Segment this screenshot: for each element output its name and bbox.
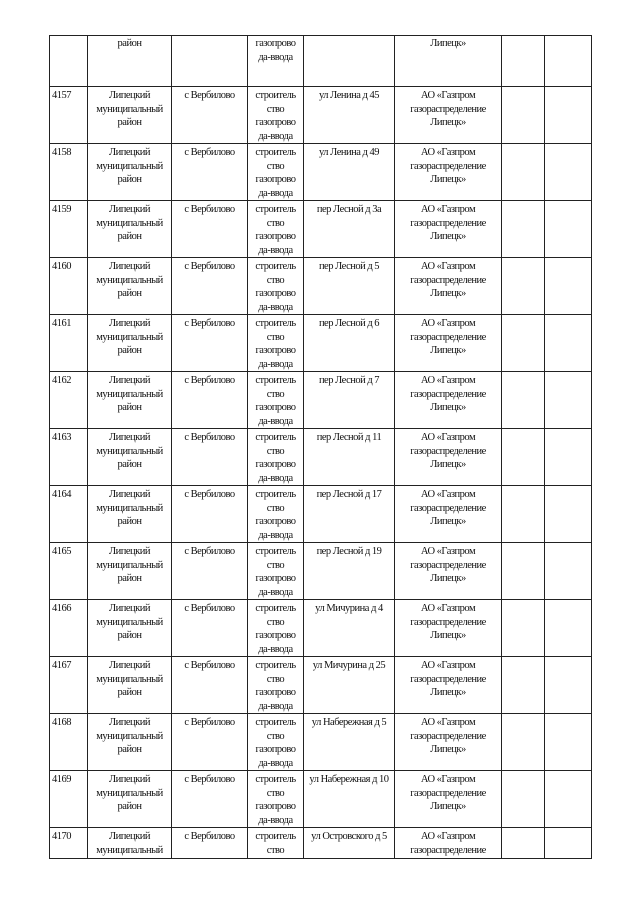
cell-num: 4169	[50, 771, 88, 828]
cell-address: ул Ленина д 49	[304, 144, 395, 201]
cell-org: АО «Газпром газораспределение Липецк»	[395, 714, 502, 771]
cell-org: АО «Газпром газораспределение Липецк»	[395, 543, 502, 600]
cell-org: АО «Газпром газораспределение Липецк»	[395, 315, 502, 372]
cell-village: с Вербилово	[172, 657, 248, 714]
cell-org: АО «Газпром газораспределение Липецк»	[395, 657, 502, 714]
cell-extra-2	[545, 486, 592, 543]
cell-district: Липецкий муниципальный район	[88, 771, 172, 828]
cell-village	[172, 36, 248, 87]
cell-village: с Вербилово	[172, 201, 248, 258]
cell-extra-1	[502, 771, 545, 828]
cell-district: Липецкий муниципальный район	[88, 87, 172, 144]
cell-num	[50, 36, 88, 87]
table-row	[50, 771, 592, 828]
cell-village: с Вербилово	[172, 258, 248, 315]
cell-work: строитель ство газопрово да-ввода	[248, 600, 304, 657]
cell-org: Липецк»	[395, 36, 502, 87]
cell-village: с Вербилово	[172, 714, 248, 771]
cell-work: строитель ство газопрово да-ввода	[248, 486, 304, 543]
cell-village: с Вербилово	[172, 771, 248, 828]
cell-work: строитель ство газопрово да-ввода	[248, 87, 304, 144]
cell-address: пер Лесной д 17	[304, 486, 395, 543]
cell-extra-1	[502, 429, 545, 486]
cell-org: АО «Газпром газораспределение Липецк»	[395, 144, 502, 201]
cell-address: ул Набережная д 5	[304, 714, 395, 771]
cell-village: с Вербилово	[172, 828, 248, 859]
cell-org: АО «Газпром газораспределение Липецк»	[395, 600, 502, 657]
cell-district: Липецкий муниципальный район	[88, 315, 172, 372]
cell-extra-1	[502, 486, 545, 543]
cell-village: с Вербилово	[172, 600, 248, 657]
cell-extra-1	[502, 201, 545, 258]
cell-work: строитель ство газопрово да-ввода	[248, 372, 304, 429]
table-row	[50, 429, 592, 486]
cell-extra-2	[545, 87, 592, 144]
cell-address: пер Лесной д 6	[304, 315, 395, 372]
cell-num: 4167	[50, 657, 88, 714]
cell-num: 4165	[50, 543, 88, 600]
cell-extra-2	[545, 315, 592, 372]
table-row	[50, 201, 592, 258]
cell-num: 4168	[50, 714, 88, 771]
cell-extra-1	[502, 87, 545, 144]
cell-village: с Вербилово	[172, 144, 248, 201]
cell-num: 4157	[50, 87, 88, 144]
cell-work: строитель ство газопрово да-ввода	[248, 429, 304, 486]
cell-extra-1	[502, 315, 545, 372]
cell-work: строитель ство газопрово да-ввода	[248, 201, 304, 258]
table-row	[50, 657, 592, 714]
cell-district: район	[88, 36, 172, 87]
table-row	[50, 828, 592, 859]
cell-org: АО «Газпром газораспределение Липецк»	[395, 771, 502, 828]
cell-address: пер Лесной д 11	[304, 429, 395, 486]
cell-village: с Вербилово	[172, 87, 248, 144]
cell-org: АО «Газпром газораспределение Липецк»	[395, 372, 502, 429]
cell-district: Липецкий муниципальный	[88, 828, 172, 859]
cell-org: АО «Газпром газораспределение Липецк»	[395, 201, 502, 258]
cell-extra-2	[545, 543, 592, 600]
cell-extra-1	[502, 828, 545, 859]
cell-district: Липецкий муниципальный район	[88, 600, 172, 657]
cell-org: АО «Газпром газораспределение Липецк»	[395, 429, 502, 486]
cell-extra-1	[502, 657, 545, 714]
cell-extra-2	[545, 828, 592, 859]
cell-num: 4170	[50, 828, 88, 859]
table-row	[50, 714, 592, 771]
cell-district: Липецкий муниципальный район	[88, 429, 172, 486]
cell-extra-1	[502, 714, 545, 771]
cell-org: АО «Газпром газораспределение Липецк»	[395, 258, 502, 315]
cell-district: Липецкий муниципальный район	[88, 144, 172, 201]
cell-extra-1	[502, 36, 545, 87]
cell-address: ул Островского д 5	[304, 828, 395, 859]
cell-address: пер Лесной д 7	[304, 372, 395, 429]
cell-extra-2	[545, 372, 592, 429]
cell-extra-2	[545, 36, 592, 87]
table-row	[50, 372, 592, 429]
table-row	[50, 315, 592, 372]
table-row	[50, 486, 592, 543]
cell-village: с Вербилово	[172, 486, 248, 543]
cell-address: пер Лесной д 19	[304, 543, 395, 600]
cell-address: ул Мичурина д 4	[304, 600, 395, 657]
cell-work: газопрово да-ввода	[248, 36, 304, 87]
cell-extra-2	[545, 657, 592, 714]
cell-extra-1	[502, 258, 545, 315]
cell-work: строитель ство газопрово да-ввода	[248, 144, 304, 201]
table-row	[50, 600, 592, 657]
cell-num: 4161	[50, 315, 88, 372]
cell-num: 4158	[50, 144, 88, 201]
cell-extra-2	[545, 600, 592, 657]
cell-num: 4162	[50, 372, 88, 429]
cell-extra-2	[545, 771, 592, 828]
cell-extra-2	[545, 258, 592, 315]
cell-num: 4159	[50, 201, 88, 258]
cell-extra-1	[502, 600, 545, 657]
cell-district: Липецкий муниципальный район	[88, 258, 172, 315]
cell-work: строитель ство газопрово да-ввода	[248, 714, 304, 771]
cell-work: строитель ство	[248, 828, 304, 859]
cell-extra-2	[545, 201, 592, 258]
cell-village: с Вербилово	[172, 315, 248, 372]
cell-village: с Вербилово	[172, 372, 248, 429]
cell-address: ул Ленина д 45	[304, 87, 395, 144]
cell-work: строитель ство газопрово да-ввода	[248, 315, 304, 372]
cell-work: строитель ство газопрово да-ввода	[248, 543, 304, 600]
cell-district: Липецкий муниципальный район	[88, 714, 172, 771]
cell-org: АО «Газпром газораспределение Липецк»	[395, 87, 502, 144]
cell-work: строитель ство газопрово да-ввода	[248, 657, 304, 714]
cell-num: 4163	[50, 429, 88, 486]
cell-extra-1	[502, 543, 545, 600]
cell-extra-2	[545, 429, 592, 486]
cell-district: Липецкий муниципальный район	[88, 201, 172, 258]
table-row	[50, 144, 592, 201]
cell-district: Липецкий муниципальный район	[88, 657, 172, 714]
cell-num: 4164	[50, 486, 88, 543]
cell-org: АО «Газпром газораспределение Липецк»	[395, 486, 502, 543]
cell-num: 4166	[50, 600, 88, 657]
table-row	[50, 543, 592, 600]
cell-address	[304, 36, 395, 87]
cell-extra-1	[502, 144, 545, 201]
cell-address: пер Лесной д 5	[304, 258, 395, 315]
table-row	[50, 87, 592, 144]
cell-village: с Вербилово	[172, 429, 248, 486]
cell-district: Липецкий муниципальный район	[88, 486, 172, 543]
cell-extra-1	[502, 372, 545, 429]
cell-address: ул Набережная д 10	[304, 771, 395, 828]
cell-address: пер Лесной д 3а	[304, 201, 395, 258]
cell-district: Липецкий муниципальный район	[88, 543, 172, 600]
cell-extra-2	[545, 144, 592, 201]
table-row	[50, 258, 592, 315]
gasification-table	[49, 35, 592, 859]
cell-work: строитель ство газопрово да-ввода	[248, 771, 304, 828]
cell-address: ул Мичурина д 25	[304, 657, 395, 714]
table-row-continuation	[50, 36, 592, 87]
cell-village: с Вербилово	[172, 543, 248, 600]
cell-num: 4160	[50, 258, 88, 315]
cell-work: строитель ство газопрово да-ввода	[248, 258, 304, 315]
cell-extra-2	[545, 714, 592, 771]
cell-district: Липецкий муниципальный район	[88, 372, 172, 429]
cell-org: АО «Газпром газораспределение	[395, 828, 502, 859]
